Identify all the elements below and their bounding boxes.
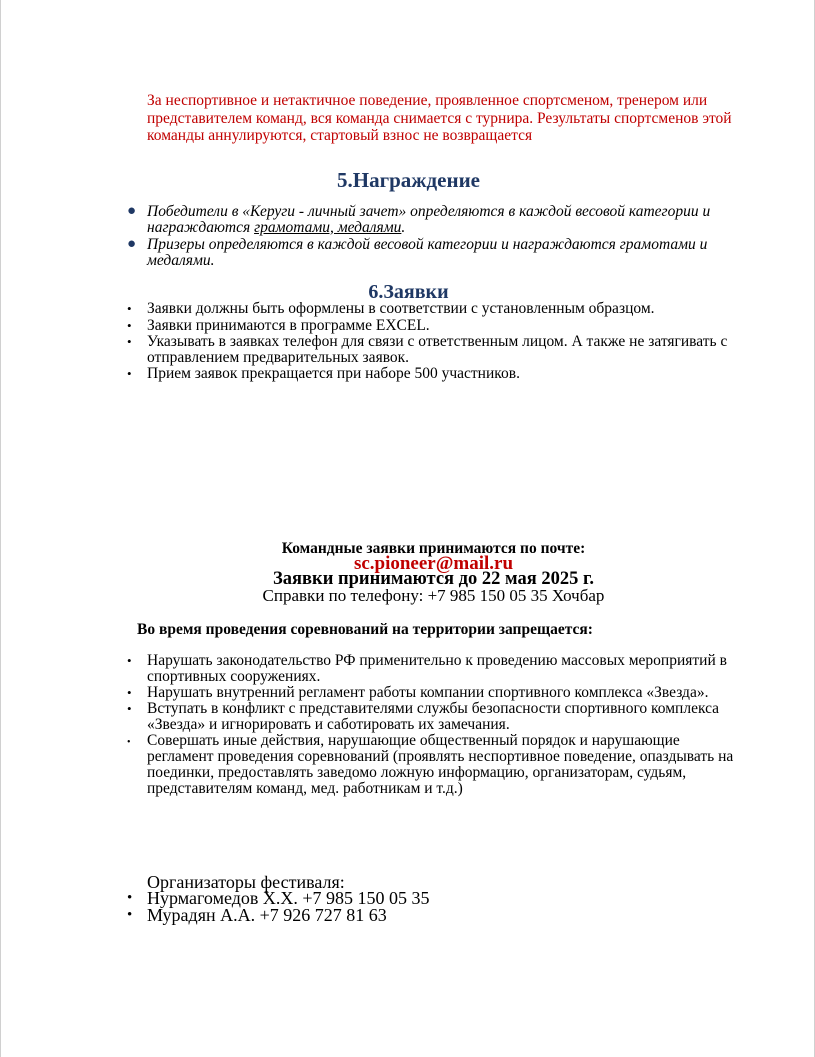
list-item: [127, 732, 747, 797]
list-item: [127, 203, 737, 236]
list-item: [127, 236, 737, 269]
list-item-text: Вступать в конфликт с представителями службы безопасности спортивного комплекса «Звезда» и игнорировать и саботировать их замечания.: [147, 700, 720, 734]
info-phone: Справки по телефону: +7 985 150 05 35 Хочбар: [262, 586, 605, 605]
prohibited-title: Во время проведения соревнований на территории запрещается:: [137, 621, 593, 638]
disqualification-warning: За неспортивное и нетактичное поведение, проявленное спортсменом, тренером или представителем команд, вся команда снимается с турнира. Результаты спортсменов этой команды аннулируются, стартовый взнос не возвращается: [147, 92, 732, 144]
list-item: [127, 300, 737, 317]
list-item-text: Заявки принимаются в программе EXCEL.: [147, 316, 430, 334]
list-item: [127, 684, 747, 702]
prohibited-list: [127, 652, 747, 797]
bullet-icon: •: [127, 334, 132, 349]
team-applications-email-label: Командные заявки принимаются по почте:: [281, 540, 586, 557]
list-item: [127, 700, 747, 734]
contact-email-link[interactable]: sc.pioneer@mail.ru: [353, 553, 514, 574]
bullet-icon: •: [127, 685, 132, 701]
list-item: [127, 652, 747, 685]
bullet-icon: •: [127, 701, 132, 717]
underlined-text: грамотами, медалями: [254, 218, 402, 236]
list-item: [127, 316, 737, 334]
list-item-text: Нурмагомедов Х.Х. +7 985 150 05 35: [147, 888, 430, 908]
organizers-list: [127, 888, 647, 925]
bullet-icon: ●: [127, 236, 137, 252]
applications-deadline: Заявки принимаются до 22 мая 2025 г.: [273, 569, 594, 589]
list-item: [127, 365, 737, 382]
list-item-text-end: .: [401, 218, 406, 236]
list-item-text: Совершать иные действия, нарушающие общественный порядок и нарушающие регламент проведения соревнований (проявлять неспортивное поведение, опаздывать на поединки, предоставлять заведомо ложную информацию, организаторам, судьям, представителям команд, мед. работникам и т.д.): [147, 732, 734, 797]
bullet-icon: •: [127, 301, 132, 316]
list-item-text: Прием заявок прекращается при наборе 500 участников.: [147, 365, 520, 382]
bullet-icon: •: [127, 317, 132, 333]
list-item: [127, 905, 647, 925]
awards-list: [127, 203, 737, 270]
bullet-icon: •: [127, 890, 133, 906]
list-item: [127, 333, 737, 366]
list-item-text: Нарушать законодательство РФ применительно к проведению массовых мероприятий в спортивных сооружениях.: [147, 652, 727, 685]
list-item-text: Победители в «Керуги - личный зачет» определяются в каждой весовой категории и награждаются: [147, 203, 711, 236]
section-applications-title: 6.Заявки: [368, 281, 449, 303]
list-item-text: Мурадян А.А. +7 926 727 81 63: [147, 905, 387, 925]
applications-list: [127, 300, 737, 383]
list-item-text: Указывать в заявках телефон для связи с ответственным лицом. А также не затягивать с отправлением предварительных заявок.: [147, 333, 728, 366]
bullet-icon: •: [127, 366, 132, 381]
organizers-title: Организаторы фестиваля:: [147, 872, 345, 892]
list-item-text: Заявки должны быть оформлены в соответствии с установленным образцом.: [147, 300, 655, 317]
bullet-icon: •: [127, 907, 133, 923]
bullet-icon: ●: [127, 203, 137, 219]
bullet-icon: •: [127, 653, 132, 668]
list-item-text: Призеры определяются в каждой весовой категории и награждаются грамотами и медалями.: [147, 236, 708, 269]
bullet-icon: •: [127, 737, 131, 749]
section-awards-title: 5.Награждение: [337, 168, 480, 192]
list-item-text: Нарушать внутренний регламент работы компании спортивного комплекса «Звезда».: [147, 684, 709, 702]
